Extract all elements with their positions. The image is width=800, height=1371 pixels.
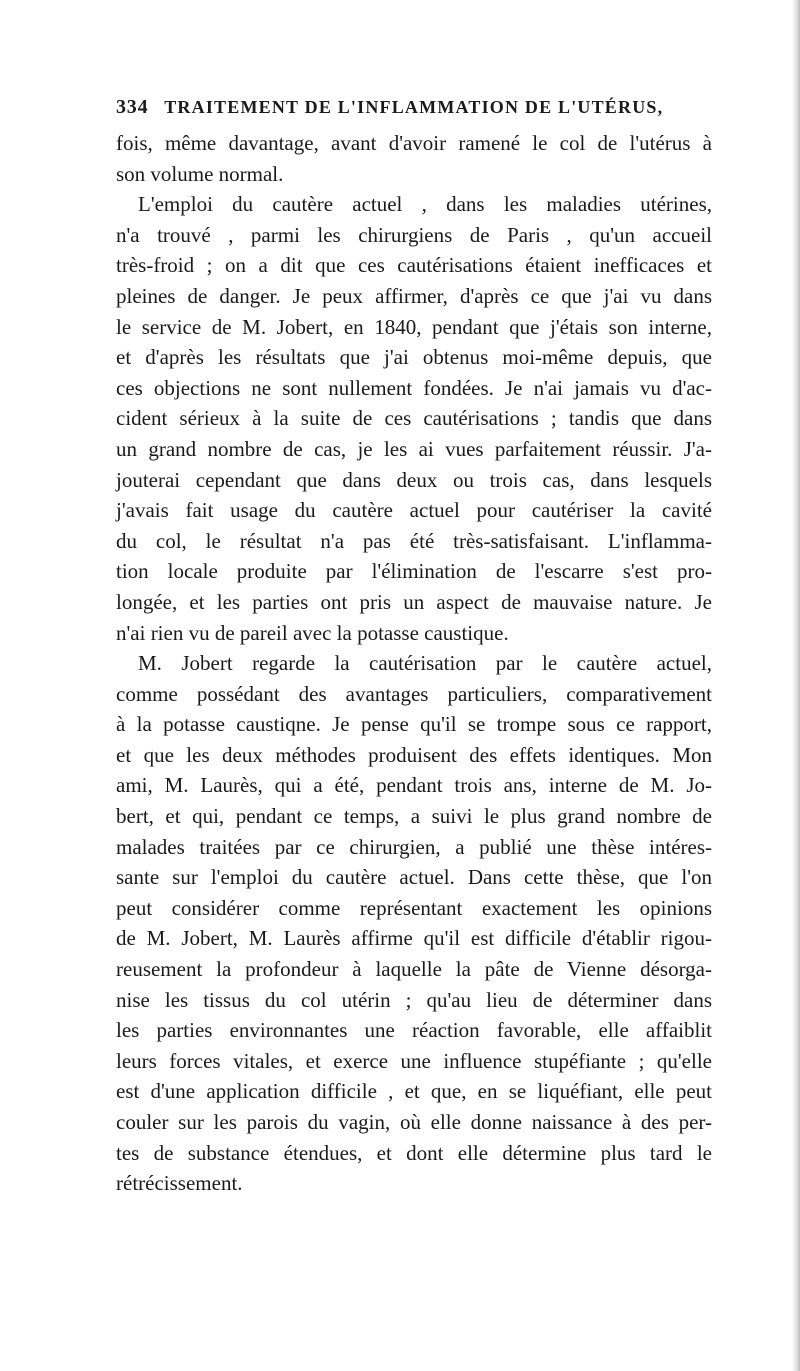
body-text [116, 128, 712, 1199]
text-line: M. Jobert regarde la cautérisation par le cautère actuel, [138, 651, 712, 676]
text-line: n'ai rien vu de pareil avec la potasse caustique. [116, 620, 509, 645]
text-line: leurs forces vitales, et exerce une influence stupéfiante ; qu'elle [116, 1048, 712, 1073]
text-line: est d'une application difficile , et que, en se liquéfiant, elle peut [116, 1079, 712, 1104]
running-title: TRAITEMENT DE L'INFLAMMATION DE L'UTÉRUS, [164, 97, 664, 117]
text-line: cident sérieux à la suite de ces cautérisations ; tandis que dans [116, 406, 712, 431]
text-line: son volume normal. [116, 161, 284, 186]
text-line: le service de M. Jobert, en 1840, pendant que j'étais son interne, [116, 314, 712, 339]
text-line: L'emploi du cautère actuel , dans les maladies utérines, [138, 192, 712, 217]
text-line: les parties environnantes une réaction favorable, elle affaiblit [116, 1018, 712, 1043]
text-line: et d'après les résultats que j'ai obtenus moi-même depuis, que [116, 345, 712, 370]
text-line: ces objections ne sont nullement fondées. Je n'ai jamais vu d'ac- [116, 375, 712, 400]
text-line: sante sur l'emploi du cautère actuel. Dans cette thèse, que l'on [116, 865, 712, 890]
text-line: comme possédant des avantages particuliers, comparativement [116, 681, 712, 706]
text-line: n'a trouvé , parmi les chirurgiens de Paris , qu'un accueil [116, 222, 712, 247]
text-line: et que les deux méthodes produisent des effets identiques. Mon [116, 742, 712, 767]
text-line: couler sur les parois du vagin, où elle donne naissance à des per- [116, 1110, 712, 1134]
text-line: tion locale produite par l'élimination de l'escarre s'est pro- [116, 559, 712, 584]
text-line: bert, et qui, pendant ce temps, a suivi le plus grand nombre de [116, 804, 712, 829]
text-line: j'avais fait usage du cautère actuel pour cautériser la cavité [116, 498, 712, 523]
text-line: longée, et les parties ont pris un aspect de mauvaise nature. Je [116, 589, 712, 614]
text-line: peut considérer comme représentant exactement les opinions [116, 895, 712, 920]
text-line: ami, M. Laurès, qui a été, pendant trois ans, interne de M. Jo- [116, 773, 712, 798]
text-line: nise les tissus du col utérin ; qu'au lieu de déterminer dans [116, 987, 712, 1012]
text-line: malades traitées par ce chirurgien, a publié une thèse intéres- [116, 834, 712, 859]
text-line: jouterai cependant que dans deux ou trois cas, dans lesquels [116, 467, 712, 492]
text-line: tes de substance étendues, et dont elle détermine plus tard le [116, 1140, 712, 1165]
running-header [116, 96, 716, 119]
text-line: à la potasse caustiqne. Je pense qu'il se trompe sous ce rapport, [116, 712, 712, 737]
text-line: reusement la profondeur à laquelle la pâte de Vienne désorga- [116, 957, 712, 982]
text-line: très-froid ; on a dit que ces cautérisations étaient inefficaces et [116, 253, 712, 278]
text-line: un grand nombre de cas, je les ai vues parfaitement réussir. J'a- [116, 436, 712, 461]
page-number: 334 [116, 96, 149, 118]
page-edge-shadow [792, 0, 800, 1371]
text-line: du col, le résultat n'a pas été très-satisfaisant. L'inflamma- [116, 528, 712, 553]
text-line: pleines de danger. Je peux affirmer, d'après ce que j'ai vu dans [116, 283, 712, 308]
text-line: de M. Jobert, M. Laurès affirme qu'il est difficile d'établir rigou- [116, 926, 712, 951]
text-line: fois, même davantage, avant d'avoir ramené le col de l'utérus à [116, 131, 712, 155]
text-line: rétrécissement. [116, 1171, 243, 1196]
